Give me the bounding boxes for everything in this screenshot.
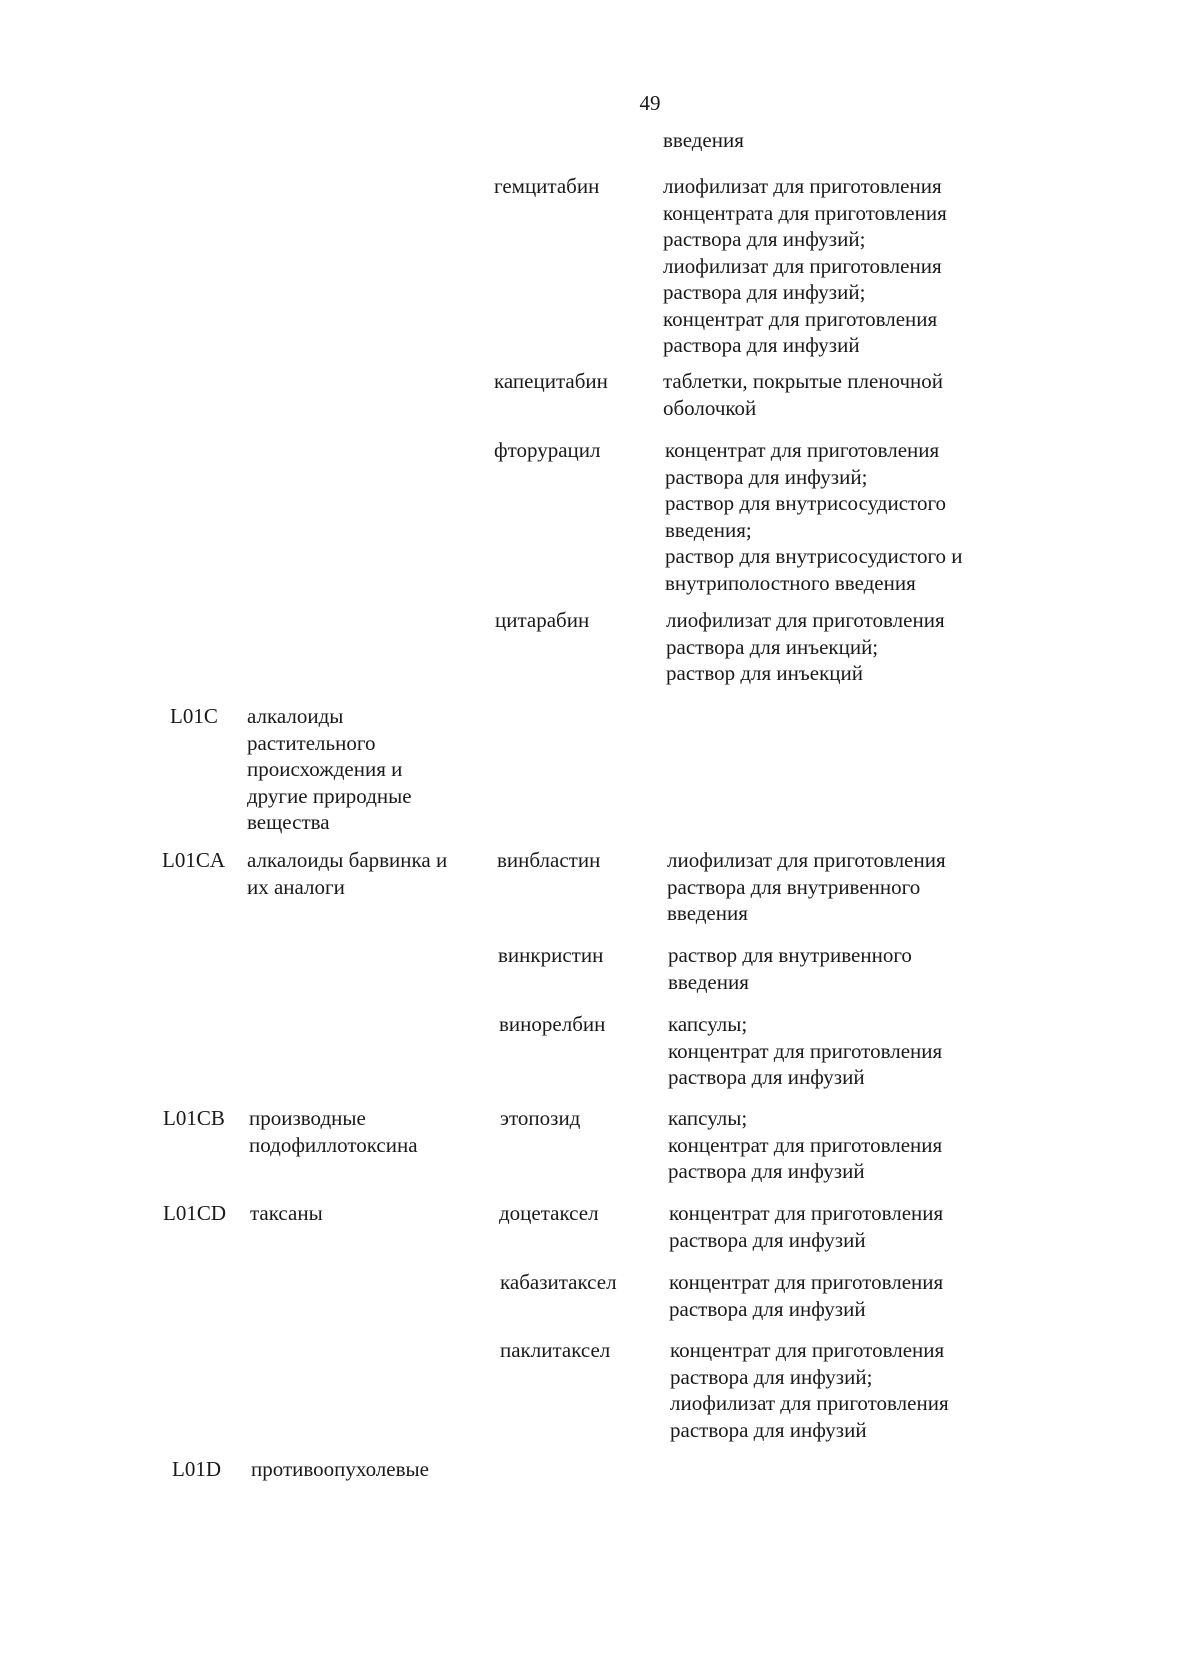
dosage-form: таблетки, покрытые пленочной оболочкой [663, 369, 944, 420]
dosage-form: концентрат для приготовления раствора для инфузий; лиофилизат для приготовления раствора для инфузий [670, 1338, 949, 1442]
atc-group: алкалоиды барвинка и их аналоги [247, 848, 448, 899]
drug-name: фторурацил [494, 438, 601, 462]
drug-name: паклитаксел [500, 1338, 611, 1362]
atc-group: противоопухолевые [251, 1457, 429, 1481]
drug-name: цитарабин [495, 608, 590, 632]
atc-group: алкалоиды растительного происхождения и другие природные вещества [247, 704, 412, 834]
drug-name: кабазитаксел [500, 1270, 617, 1294]
dosage-form: лиофилизат для приготовления концентрата для приготовления раствора для инфузий; лиофилизат для приготовления раствора для инфузий; концентрат для приготовления раствора для инфузий [663, 174, 947, 357]
atc-group: производные подофиллотоксина [249, 1106, 418, 1157]
dosage-form: лиофилизат для приготовления раствора для инъекций; раствор для инъекций [666, 608, 945, 685]
atc-code: L01D [172, 1457, 221, 1481]
page-number: 49 [639, 91, 661, 115]
dosage-form: раствор для внутривенного введения [668, 943, 912, 994]
atc-code: L01CB [163, 1106, 225, 1130]
drug-name: доцетаксел [499, 1201, 599, 1225]
atc-code: L01CA [162, 848, 225, 872]
atc-group: таксаны [250, 1201, 323, 1225]
drug-name: гемцитабин [494, 174, 600, 198]
dosage-form: капсулы; концентрат для приготовления раствора для инфузий [668, 1106, 943, 1183]
drug-name: капецитабин [494, 369, 608, 393]
dosage-form: концентрат для приготовления раствора для инфузий; раствор для внутрисосудистого введения; раствор для внутрисосудистого и внутриполостного введения [665, 438, 963, 595]
drug-name: винорелбин [499, 1012, 606, 1036]
dosage-form: концентрат для приготовления раствора для инфузий [669, 1201, 944, 1252]
atc-code: L01C [170, 704, 218, 728]
drug-name: винкристин [498, 943, 604, 967]
drug-name: винбластин [497, 848, 601, 872]
dosage-form: введения [663, 128, 744, 152]
dosage-form: концентрат для приготовления раствора для инфузий [669, 1270, 944, 1321]
drug-name: этопозид [500, 1106, 581, 1130]
dosage-form: лиофилизат для приготовления раствора для внутривенного введения [667, 848, 946, 925]
dosage-form: капсулы; концентрат для приготовления раствора для инфузий [668, 1012, 943, 1089]
atc-code: L01CD [163, 1201, 226, 1225]
